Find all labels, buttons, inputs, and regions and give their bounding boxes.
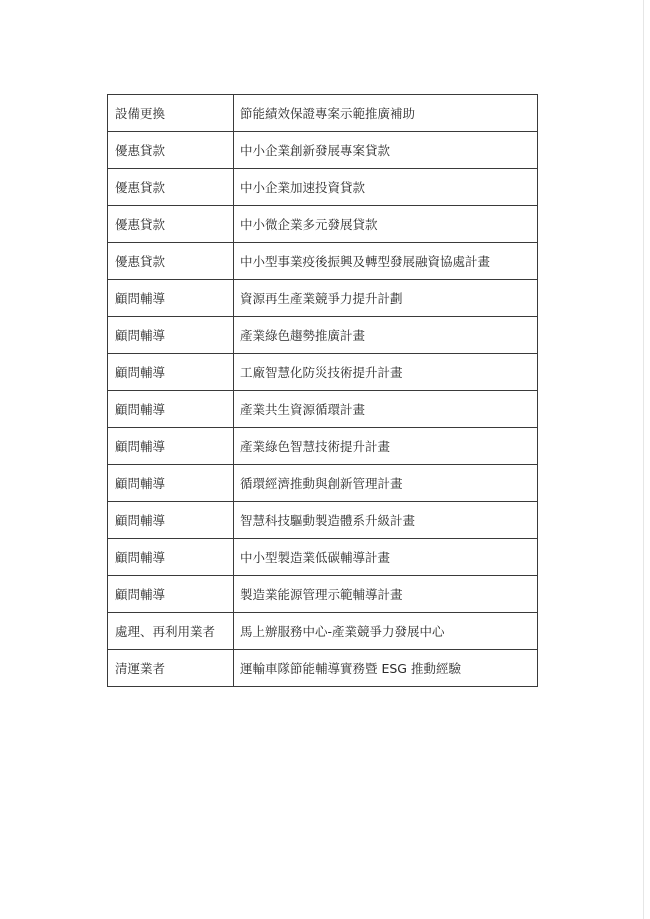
program-cell: 中小型事業疫後振興及轉型發展融資協處計畫 [234, 243, 538, 280]
table-row [108, 576, 538, 613]
table-row [108, 391, 538, 428]
category-cell: 顧問輔導 [108, 391, 234, 428]
table-row [108, 317, 538, 354]
program-cell: 運輸車隊節能輔導實務暨 ESG 推動經驗 [234, 650, 538, 687]
table-row [108, 650, 538, 687]
program-cell: 製造業能源管理示範輔導計畫 [234, 576, 538, 613]
program-cell: 智慧科技驅動製造體系升級計畫 [234, 502, 538, 539]
category-cell: 顧問輔導 [108, 280, 234, 317]
category-cell: 優惠貸款 [108, 169, 234, 206]
table-row [108, 502, 538, 539]
program-cell: 中小微企業多元發展貸款 [234, 206, 538, 243]
program-cell: 馬上辦服務中心-產業競爭力發展中心 [234, 613, 538, 650]
category-cell: 顧問輔導 [108, 502, 234, 539]
table-row [108, 95, 538, 132]
program-cell: 循環經濟推動與創新管理計畫 [234, 465, 538, 502]
category-cell: 顧問輔導 [108, 576, 234, 613]
category-cell: 優惠貸款 [108, 206, 234, 243]
program-cell: 產業共生資源循環計畫 [234, 391, 538, 428]
program-cell: 資源再生產業競爭力提升計劃 [234, 280, 538, 317]
category-cell: 顧問輔導 [108, 539, 234, 576]
category-cell: 優惠貸款 [108, 132, 234, 169]
table-row [108, 243, 538, 280]
table-row [108, 428, 538, 465]
category-cell: 清運業者 [108, 650, 234, 687]
program-cell: 產業綠色智慧技術提升計畫 [234, 428, 538, 465]
table-row [108, 539, 538, 576]
program-cell: 中小型製造業低碳輔導計畫 [234, 539, 538, 576]
scan-edge-line [643, 0, 644, 919]
table-row [108, 465, 538, 502]
table-row [108, 613, 538, 650]
program-cell: 工廠智慧化防災技術提升計畫 [234, 354, 538, 391]
category-cell: 設備更換 [108, 95, 234, 132]
program-cell: 產業綠色趨勢推廣計畫 [234, 317, 538, 354]
table-row [108, 132, 538, 169]
table-row [108, 354, 538, 391]
program-cell: 節能績效保證專案示範推廣補助 [234, 95, 538, 132]
program-cell: 中小企業創新發展專案貸款 [234, 132, 538, 169]
category-cell: 優惠貸款 [108, 243, 234, 280]
category-cell: 顧問輔導 [108, 354, 234, 391]
table-row [108, 206, 538, 243]
category-cell: 顧問輔導 [108, 317, 234, 354]
category-cell: 顧問輔導 [108, 465, 234, 502]
table-row [108, 280, 538, 317]
program-cell: 中小企業加速投資貸款 [234, 169, 538, 206]
table-row [108, 169, 538, 206]
category-cell: 處理、再利用業者 [108, 613, 234, 650]
program-table [107, 94, 538, 687]
category-cell: 顧問輔導 [108, 428, 234, 465]
